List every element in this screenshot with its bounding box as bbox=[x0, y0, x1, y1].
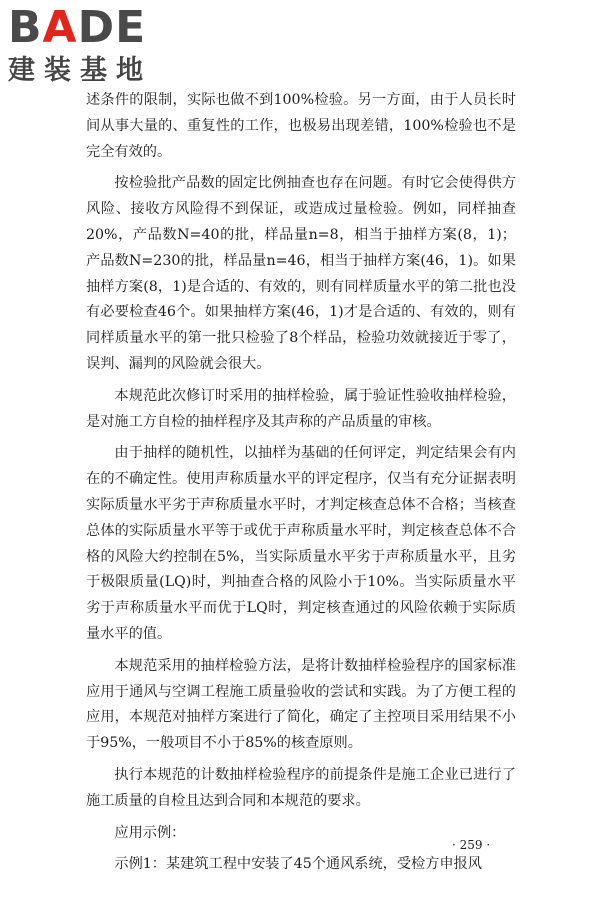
logo-accent-letter: A bbox=[42, 2, 78, 53]
paragraph-example-1: 示例1：某建筑工程中安装了45个通风系统，受检方申报风 bbox=[114, 856, 482, 873]
paragraph-method: 本规范采用的抽样检验方法，是将计数抽样检验程序的国家标准应用于通风与空调工程施工质量验收的尝试和实践。为了方便工程的应用，本规范对抽样方案进行了简化，确定了主控项目采用结果不小于95%，一般项目不小于85%的核查原则。 bbox=[86, 657, 516, 752]
paragraph-randomness: 由于抽样的随机性，以抽样为基础的任何评定，判定结果会有内在的不确定性。使用声称质量水平的评定程序，仅当有充分证据表明实际质量水平劣于声称质量水平时，才判定核查总体不合格；当核查总体的实际质量水平等于或优于声称质量水平时，判定核查总体不合格的风险大约控制在5%，当实际质量水平劣于声称质量水平，且劣于极限质量(LQ)时，判抽查合格的风险小于10%。当实际质量水平劣于声称质量水平而优于LQ时，判定核查通过的风险依赖于实际质量水平的值。 bbox=[86, 445, 516, 642]
bade-logo bbox=[8, 4, 178, 94]
page-number: · 259 · bbox=[452, 838, 491, 852]
paragraph-fixed-ratio: 按检验批产品数的固定比例抽查也存在问题。有时它会使得供方风险、接收方风险得不到保证，或造成过量检验。例如，同样抽查20%，产品数N=40的批，样品量n=8，相当于抽样方案(8，1)；产品数N=230的批，样品量n=46，相当于抽样方案(46，1)。如果抽样方案(8，1)是合适的、有效的，则有同样质量水平的第二批也没有必要检查46个。如果抽样方案(46，1)才是合适的、有效的，则有同样质量水平的第一批只检验了8个样品，检验功效就接近于零了，误判、漏判的风险就会很大。 bbox=[86, 175, 516, 372]
paragraph-verification-sampling: 本规范此次修订时采用的抽样检验，属于验证性验收抽样检验，是对施工方自检的抽样程序及其声称的产品质量的审核。 bbox=[86, 387, 516, 430]
logo-subtitle: 建装基地 bbox=[8, 55, 152, 86]
page-body bbox=[86, 88, 516, 884]
paragraph-continuation: 述条件的限制，实际也做不到100%检验。另一方面，由于人员长时间从事大量的、重复性的工作，也极易出现差错，100%检验也不是完全有效的。 bbox=[86, 92, 516, 160]
paragraph-precondition: 执行本规范的计数抽样检验程序的前提条件是施工企业已进行了施工质量的自检且达到合同和本规范的要求。 bbox=[86, 766, 516, 809]
logo-wordmark: BADE bbox=[8, 2, 147, 53]
paragraph-example-heading: 应用示例： bbox=[114, 824, 186, 841]
